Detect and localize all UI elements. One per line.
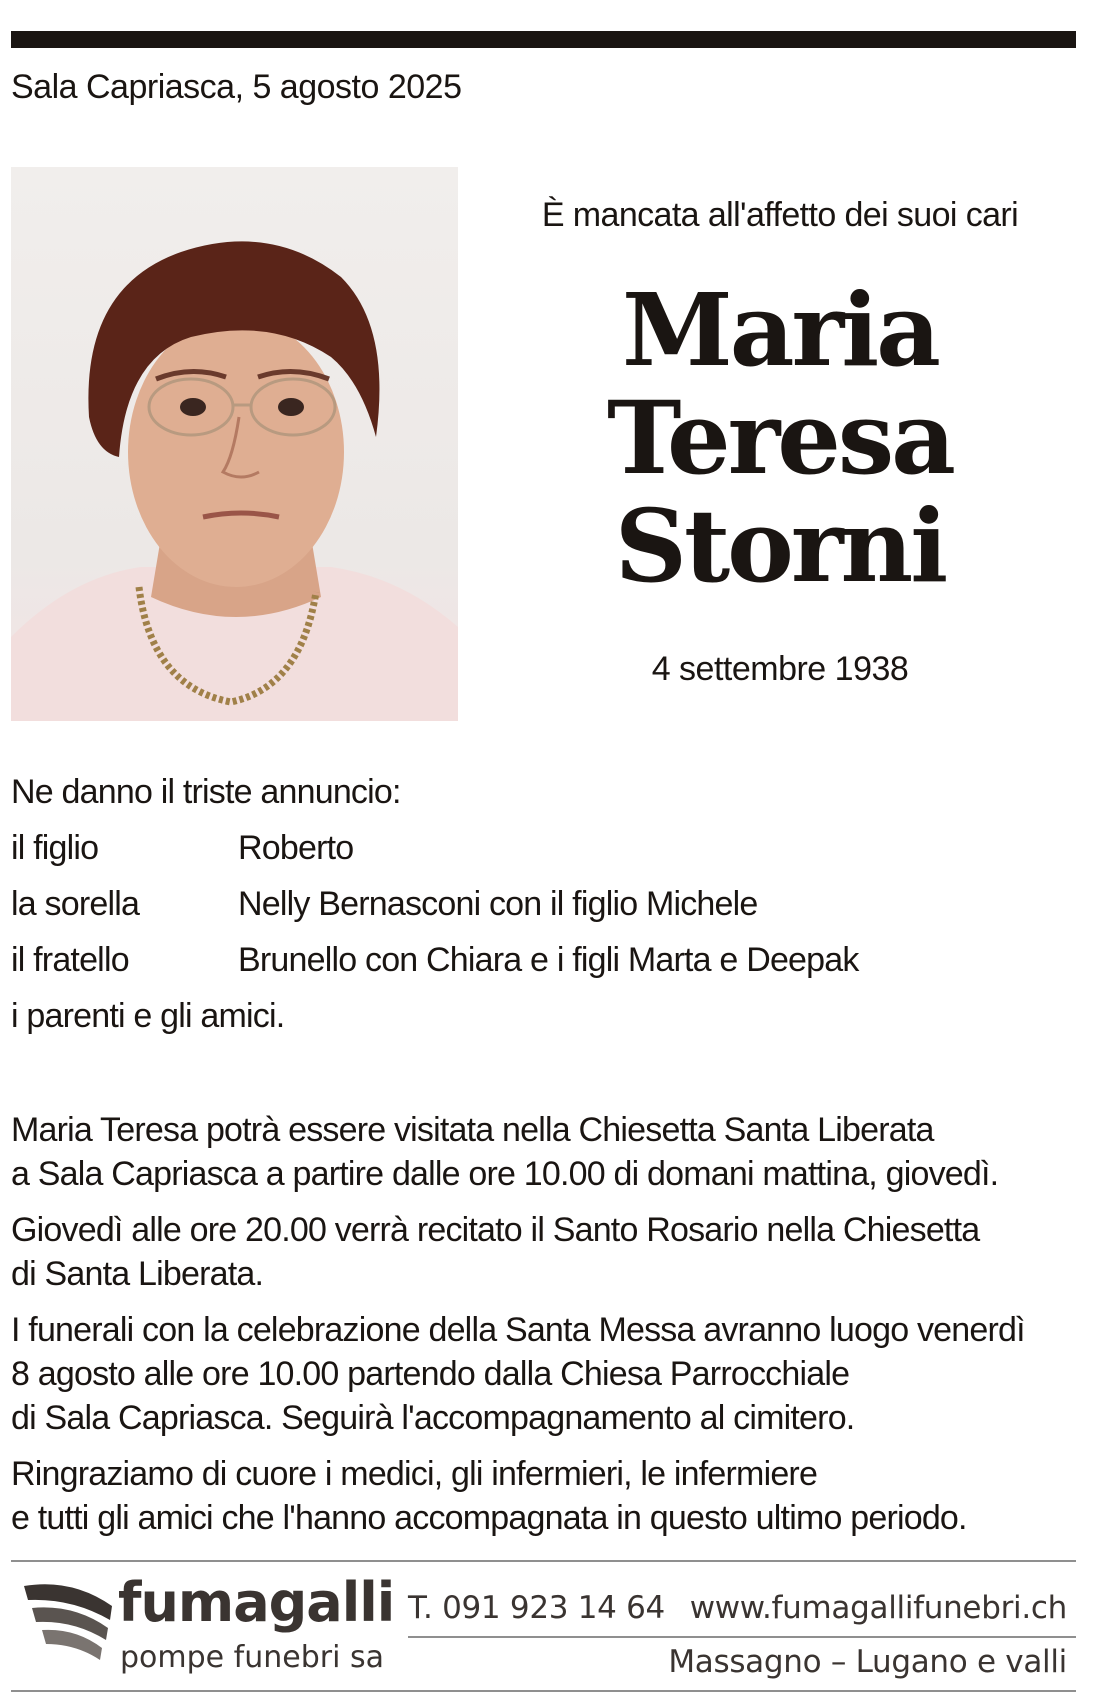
name-line-first: Maria (622, 271, 938, 389)
visitation-paragraph: Maria Teresa potrà essere visitata nella Chiesetta Santa Liberata a Sala Capriasca a partire dalle ore 10.00 di domani mattina, giovedì. (11, 1111, 999, 1193)
name-line-last: Storni (614, 487, 946, 605)
family-names: Nelly Bernasconi con il figlio Michele (238, 885, 758, 923)
name-line-middle: Teresa (607, 379, 953, 497)
brand-name: fumagalli (118, 1571, 395, 1634)
brand-subtitle: pompe funebri sa (120, 1640, 384, 1675)
family-member (11, 826, 859, 882)
family-closing: i parenti e gli amici. (11, 997, 285, 1035)
footer-bottom-rule (11, 1690, 1076, 1692)
rosary-paragraph: Giovedì alle ore 20.00 verrà recitato il Santo Rosario nella Chiesetta di Santa Liberata. (11, 1211, 980, 1293)
family-relation: la sorella (11, 885, 140, 923)
service-area: Massagno – Lugano e valli (668, 1644, 1067, 1680)
website-link[interactable]: www.fumagallifunebri.ch (689, 1590, 1067, 1626)
family-names: Roberto (238, 829, 354, 867)
top-rule (11, 31, 1076, 48)
portrait-illustration (11, 167, 458, 721)
funeral-paragraph: I funerali con la celebrazione della Santa Messa avranno luogo venerdì 8 agosto alle ore 10.00 partendo dalla Chiesa Parrocchiale di Sala Capriasca. Seguirà l'accompagnamento al cimitero. (11, 1311, 1025, 1437)
family-names: Brunello con Chiara e i figli Marta e Deepak (238, 941, 859, 979)
fumagalli-wing-logo-icon (22, 1578, 114, 1668)
family-relation: il fratello (11, 941, 129, 979)
family-member (11, 882, 859, 938)
announcement-intro: È mancata all'affetto dei suoi cari (541, 196, 1019, 234)
footer-top-rule (11, 1560, 1076, 1562)
thanks-paragraph: Ringraziamo di cuore i medici, gli infermieri, le infermiere e tutti gli amici che l'hanno accompagnata in questo ultimo periodo. (11, 1455, 967, 1537)
birth-date: 4 settembre 1938 (651, 650, 909, 688)
service-details (11, 1108, 1081, 1552)
phone-number: T. 091 923 14 64 (408, 1590, 665, 1626)
deceased-name (480, 271, 1080, 605)
footer-mid-rule (408, 1636, 1076, 1638)
family-list (11, 770, 859, 1050)
portrait-photo (11, 167, 458, 721)
family-relation: il figlio (11, 829, 99, 867)
family-heading: Ne danno il triste annuncio: (11, 773, 401, 811)
family-member (11, 938, 859, 994)
place-date: Sala Capriasca, 5 agosto 2025 (11, 68, 462, 106)
